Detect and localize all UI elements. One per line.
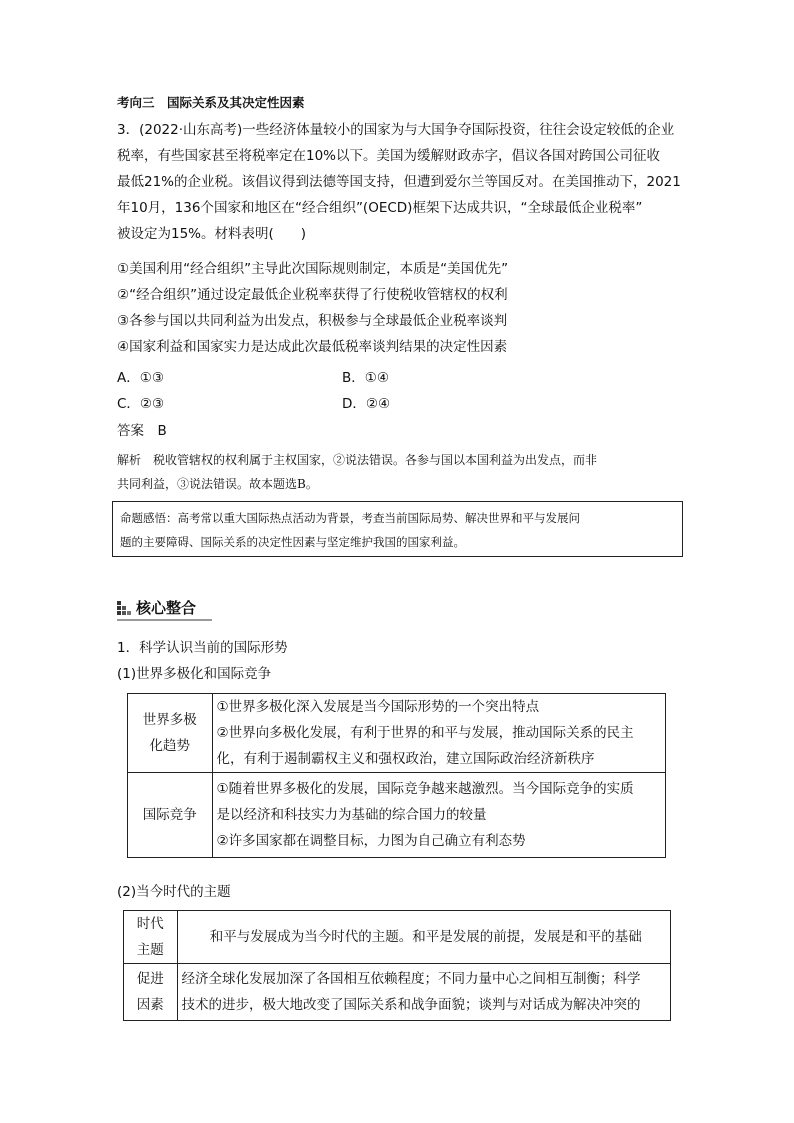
sub-heading-1: (1)世界多极化和国际竞争 — [117, 666, 272, 682]
statement-2: ②“经合组织”通过设定最低企业税率获得了行使税收管辖权的权利 — [117, 287, 508, 303]
row-content: 和平与发展成为当今时代的主题。和平是发展的前提，发展是和平的基础 — [177, 911, 670, 964]
row-header: 国际竞争 — [128, 773, 213, 858]
statement-4: ④国家利益和国家实力是达成此次最低税率谈判结果的决定性因素 — [117, 339, 508, 355]
question-stem-line-3: 最低21%的企业税。该倡议得到法德等国支持，但遭到爱尔兰等国反对。在美国推动下，2021 — [117, 174, 681, 190]
statement-1: ①美国利用“经合组织”主导此次国际规则制定，本质是“美国优先” — [117, 261, 509, 277]
multipolarity-table — [127, 693, 666, 858]
proposition-note-box — [112, 501, 683, 557]
option-c: C．②③ — [117, 396, 165, 412]
question-stem-line-2: 税率，有些国家甚至将税率定在10%以下。美国为缓解财政赤字，倡议各国对跨国公司征收 — [117, 148, 661, 164]
analysis-line-1: 解析 税收管辖权的权利属于主权国家，②说法错误。各参与国以本国利益为出发点，而非 — [117, 453, 598, 467]
row-content: ①随着世界多极化的发展，国际竞争越来越激烈。当今国际竞争的实质 是以经济和科技实力为基础的综合国力的较量 ②许多国家都在调整目标，力图为自己确立有利态势 — [212, 773, 666, 858]
row-content: 经济全球化发展加深了各国相互依赖程度；不同力量中心之间相互制衡；科学 技术的进步，极大地改变了国际关系和战争面貌；谈判与对话成为解决冲突的 — [177, 964, 670, 1021]
question-stem-line-4: 年10月，136个国家和地区在“经合组织”(OECD)框架下达成共识，“全球最低企业税率” — [117, 200, 643, 216]
section-title: 核心整合 — [136, 599, 197, 617]
option-a: A．①③ — [117, 370, 164, 386]
note-line-2: 题的主要障碍、国际关系的决定性因素与坚定维护我国的国家利益。 — [120, 535, 465, 549]
question-stem-line-1: 3．(2022·山东高考)一些经济体量较小的国家为与大国争夺国际投资，往往会设定较低的企业 — [117, 122, 675, 138]
row-header: 世界多极 化趋势 — [128, 694, 213, 773]
statement-3: ③各参与国以共同利益为出发点，积极参与全球最低企业税率谈判 — [117, 313, 508, 329]
question-heading: 考向三 国际关系及其决定性因素 — [117, 95, 305, 110]
answer-line: 答案 B — [117, 423, 167, 439]
table-row — [128, 694, 666, 773]
row-content: ①世界多极化深入发展是当今国际形势的一个突出特点 ②世界向多极化发展，有利于世界的和平与发展，推动国际关系的民主 化，有利于遏制霸权主义和强权政治，建立国际政治经济新秩序 — [212, 694, 666, 773]
item-1-heading: 1．科学认识当前的国际形势 — [117, 640, 288, 656]
section-marker-icon — [117, 601, 131, 615]
row-header: 时代 主题 — [124, 911, 178, 964]
note-line-1: 命题感悟：高考常以重大国际热点活动为背景，考查当前国际局势、解决世界和平与发展问 — [120, 511, 580, 525]
table-row — [124, 911, 671, 964]
row-header: 促进 因素 — [124, 964, 178, 1021]
table-row — [124, 964, 671, 1021]
sub-heading-2: (2)当今时代的主题 — [117, 884, 231, 900]
analysis-line-2: 共同利益，③说法错误。故本题选B。 — [117, 477, 318, 491]
question-stem-line-5: 被设定为15%。材料表明( ) — [117, 226, 307, 242]
era-theme-table — [123, 910, 671, 1021]
section-underline — [117, 619, 212, 621]
option-d: D．②④ — [342, 396, 391, 412]
table-row — [128, 773, 666, 858]
option-b: B．①④ — [342, 370, 389, 386]
